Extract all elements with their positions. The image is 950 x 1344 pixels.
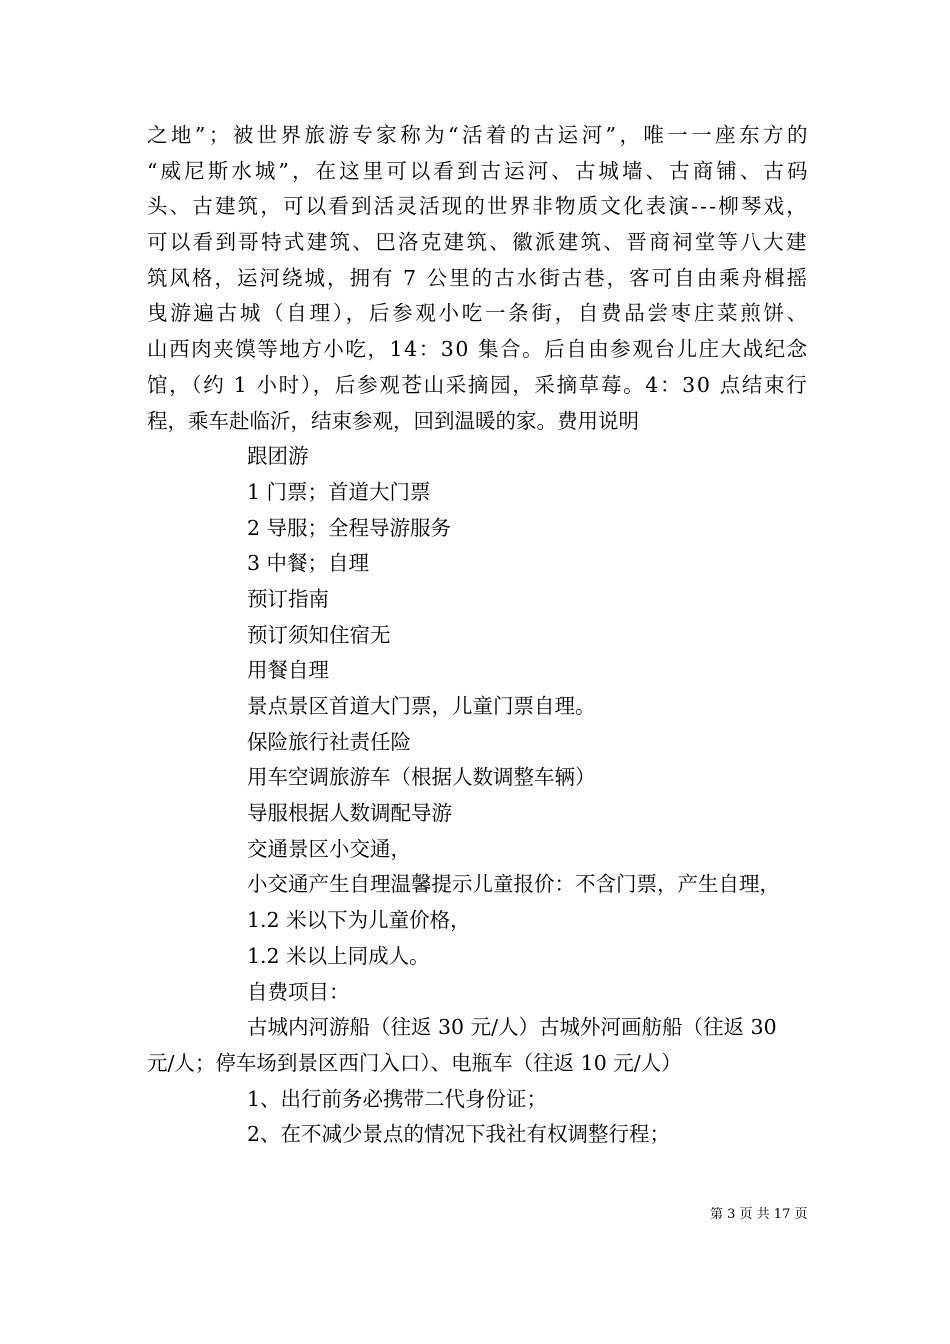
list-line: 1.2 米以上同成人。: [247, 943, 430, 968]
list-line: 跟团游: [247, 444, 309, 469]
intro-line-3: 头、古建筑，可以看到活灵活现的世界非物质文化表演---柳琴戏，: [147, 194, 809, 219]
intro-line-7: 山西肉夹馍等地方小吃，14：30 集合。后自由参观台儿庄大战纪念: [147, 337, 809, 362]
list-line: 预订须知住宿无: [247, 622, 391, 647]
intro-line-8: 馆，（约 1 小时），后参观苍山采摘园，采摘草莓。4：30 点结束行: [147, 372, 809, 397]
list-line: 用餐自理: [247, 658, 329, 683]
list-line: 小交通产生自理温馨提示儿童报价：不含门票，产生自理，: [247, 872, 780, 897]
list-line: 3 中餐；自理: [247, 551, 370, 576]
notice-line-1: 1、出行前务必携带二代身份证；: [247, 1086, 548, 1111]
list-line: 景点景区首道大门票，儿童门票自理。: [247, 694, 596, 718]
list-line: 预订指南: [247, 586, 329, 611]
notice-line-2: 2、在不减少景点的情况下我社有权调整行程；: [247, 1122, 671, 1147]
notice-list: [147, 1082, 807, 1153]
boat-line-1: 古城内河游船（往返 30 元/人）古城外河画舫船（往返 30: [247, 1015, 777, 1040]
list-line: 导服根据人数调配导游: [247, 801, 452, 826]
fee-list: [147, 439, 807, 1010]
list-line: 保险旅行社责任险: [247, 729, 411, 754]
list-line: 自费项目：: [247, 979, 350, 1004]
document-body: [147, 118, 811, 1153]
list-line: 交通景区小交通，: [247, 836, 411, 861]
intro-line-1: 之地”；被世界旅游专家称为“活着的古运河”，唯一一座东方的: [147, 123, 811, 147]
intro-line-2: “威尼斯水城”，在这里可以看到古运河、古城墙、古商铺、古码: [147, 158, 811, 183]
intro-line-4: 可以看到哥特式建筑、巴洛克建筑、徽派建筑、晋商祠堂等八大建: [147, 230, 809, 255]
boat-line-2: 元/人；停车场到景区西门入口）、电瓶车（往返 10 元/人）: [147, 1050, 682, 1075]
list-line: 1 门票；首道大门票: [247, 479, 431, 504]
list-line: 2 导服；全程导游服务: [247, 515, 452, 540]
page-number-footer: 第 3 页 共 17 页: [710, 1207, 808, 1222]
intro-line-9: 程，乘车赴临沂，结束参观，回到温暖的家。费用说明: [147, 408, 639, 433]
list-line: 1.2 米以下为儿童价格，: [247, 908, 471, 933]
boat-paragraph: [147, 1010, 807, 1081]
intro-line-5: 筑风格，运河绕城，拥有 7 公里的古水街古巷，客可自由乘舟楫摇: [147, 265, 810, 290]
intro-line-6: 曳游遍古城（自理），后参观小吃一条街，自费品尝枣庄菜煎饼、: [147, 301, 810, 326]
intro-paragraph: [147, 118, 811, 439]
list-line: 用车空调旅游车（根据人数调整车辆）: [247, 765, 596, 790]
